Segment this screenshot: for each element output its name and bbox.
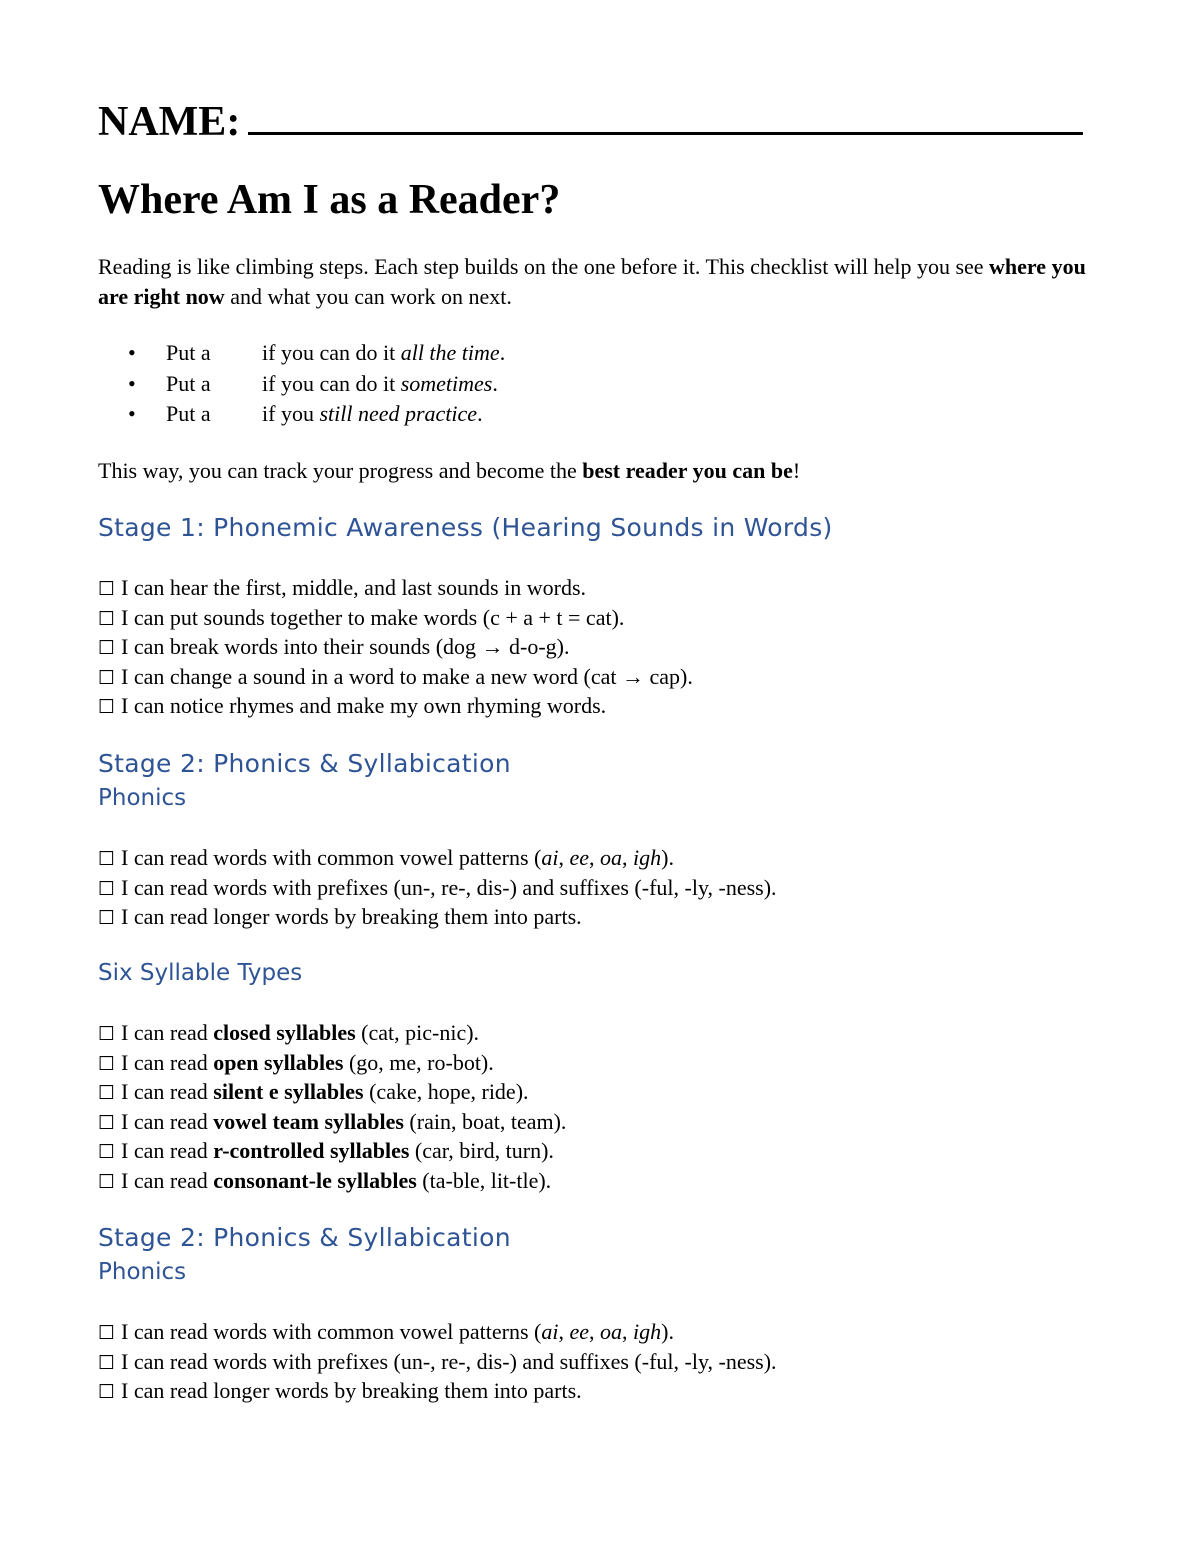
stage1-heading: Stage 1: Phonemic Awareness (Hearing Sounds in Words) (98, 513, 833, 542)
instruction-put: Put a (166, 401, 211, 426)
checklist-item: ☐ I can read consonant-le syllables (ta-ble, lit-tle). (98, 1167, 552, 1193)
checklist-item: ☐ I can break words into their sounds (dog → d-o-g). (98, 634, 570, 660)
stage1-checklist (98, 573, 693, 721)
checkbox-icon[interactable]: ☐ (98, 607, 116, 630)
checkbox-icon[interactable]: ☐ (98, 848, 116, 870)
checkbox-icon[interactable]: ☐ (98, 637, 116, 660)
checklist-item: ☐ I can read words with common vowel patterns (ai, ee, oa, igh). (98, 1319, 674, 1344)
instruction-put: Put a (166, 340, 211, 365)
checklist-item: ☐ I can read words with common vowel patterns (ai, ee, oa, igh). (98, 845, 674, 870)
checklist-item: ☐ I can read longer words by breaking them into parts. (98, 904, 582, 930)
checklist-item: ☐ I can hear the first, middle, and last sounds in words. (98, 575, 587, 600)
page-title: Where Am I as a Reader? (98, 177, 561, 223)
instruction-condition: if you can do it all the time. (262, 340, 506, 365)
name-field-line (98, 94, 1083, 146)
instruction-put: Put a (166, 370, 211, 396)
checklist-item: ☐ I can read closed syllables (cat, pic-nic). (98, 1020, 480, 1045)
checkbox-icon[interactable]: ☐ (98, 1141, 116, 1164)
checklist-item: ☐ I can notice rhymes and make my own rhyming words. (98, 693, 607, 719)
checklist-item: ☐ I can read vowel team syllables (rain, boat, team). (98, 1108, 567, 1134)
closing-paragraph: This way, you can track your progress and become the best reader you can be! (98, 458, 801, 483)
phonics-repeat-heading: Phonics (98, 1259, 187, 1285)
syllable-checklist (98, 1018, 566, 1196)
checklist-item: ☐ I can change a sound in a word to make a new word (cat → cap). (98, 663, 693, 689)
checklist-item: ☐ I can read words with prefixes (un-, re-, dis-) and suffixes (-ful, -ly, -ness). (98, 1348, 777, 1374)
checkbox-icon[interactable]: ☐ (98, 1170, 116, 1193)
stage2-repeat-checklist (98, 1317, 777, 1406)
syllable-types-heading: Six Syllable Types (98, 960, 303, 986)
checklist-item: ☐ I can put sounds together to make words (c + a + t = cat). (98, 604, 625, 630)
phonics-heading: Phonics (98, 785, 187, 811)
intro-text-2: and what you can work on next. (224, 284, 512, 309)
checkbox-icon[interactable]: ☐ (98, 666, 116, 689)
checkbox-icon[interactable]: ☐ (98, 1082, 116, 1105)
intro-paragraph (98, 252, 1098, 312)
checkbox-icon[interactable]: ☐ (98, 1023, 116, 1045)
checkbox-icon[interactable]: ☐ (98, 1381, 116, 1404)
closing-bold: best reader you can be (582, 458, 793, 483)
checkbox-icon[interactable]: ☐ (98, 1052, 116, 1075)
stage2-phonics-checklist (98, 843, 777, 932)
checkbox-icon[interactable]: ☐ (98, 907, 116, 930)
checkbox-icon[interactable]: ☐ (98, 1111, 116, 1134)
intro-text-1: Reading is like climbing steps. Each step builds on the one before it. This checklist will help you see (98, 254, 990, 279)
name-blank[interactable] (248, 94, 1083, 135)
checklist-item: ☐ I can read r-controlled syllables (car, bird, turn). (98, 1138, 554, 1164)
checklist-item: ☐ I can read silent e syllables (cake, hope, ride). (98, 1079, 529, 1105)
checklist-item: ☐ I can read words with prefixes (un-, re-, dis-) and suffixes (-ful, -ly, -ness). (98, 874, 777, 900)
instruction-condition: if you can do it sometimes. (262, 370, 498, 396)
checkbox-icon[interactable]: ☐ (98, 578, 116, 600)
checkbox-icon[interactable]: ☐ (98, 696, 116, 719)
stage2-repeat-heading: Stage 2: Phonics & Syllabication (98, 1223, 511, 1252)
stage2-heading: Stage 2: Phonics & Syllabication (98, 749, 511, 778)
checkbox-icon[interactable]: ☐ (98, 877, 116, 900)
name-label: NAME: (98, 99, 241, 145)
checklist-item: ☐ I can read longer words by breaking them into parts. (98, 1378, 582, 1404)
checkbox-icon[interactable]: ☐ (98, 1351, 116, 1374)
instruction-condition: if you still need practice. (262, 401, 483, 426)
intro-bold: where you are right now (98, 254, 1086, 309)
checklist-item: ☐ I can read open syllables (go, me, ro-bot). (98, 1049, 494, 1075)
checkbox-icon[interactable]: ☐ (98, 1322, 116, 1344)
